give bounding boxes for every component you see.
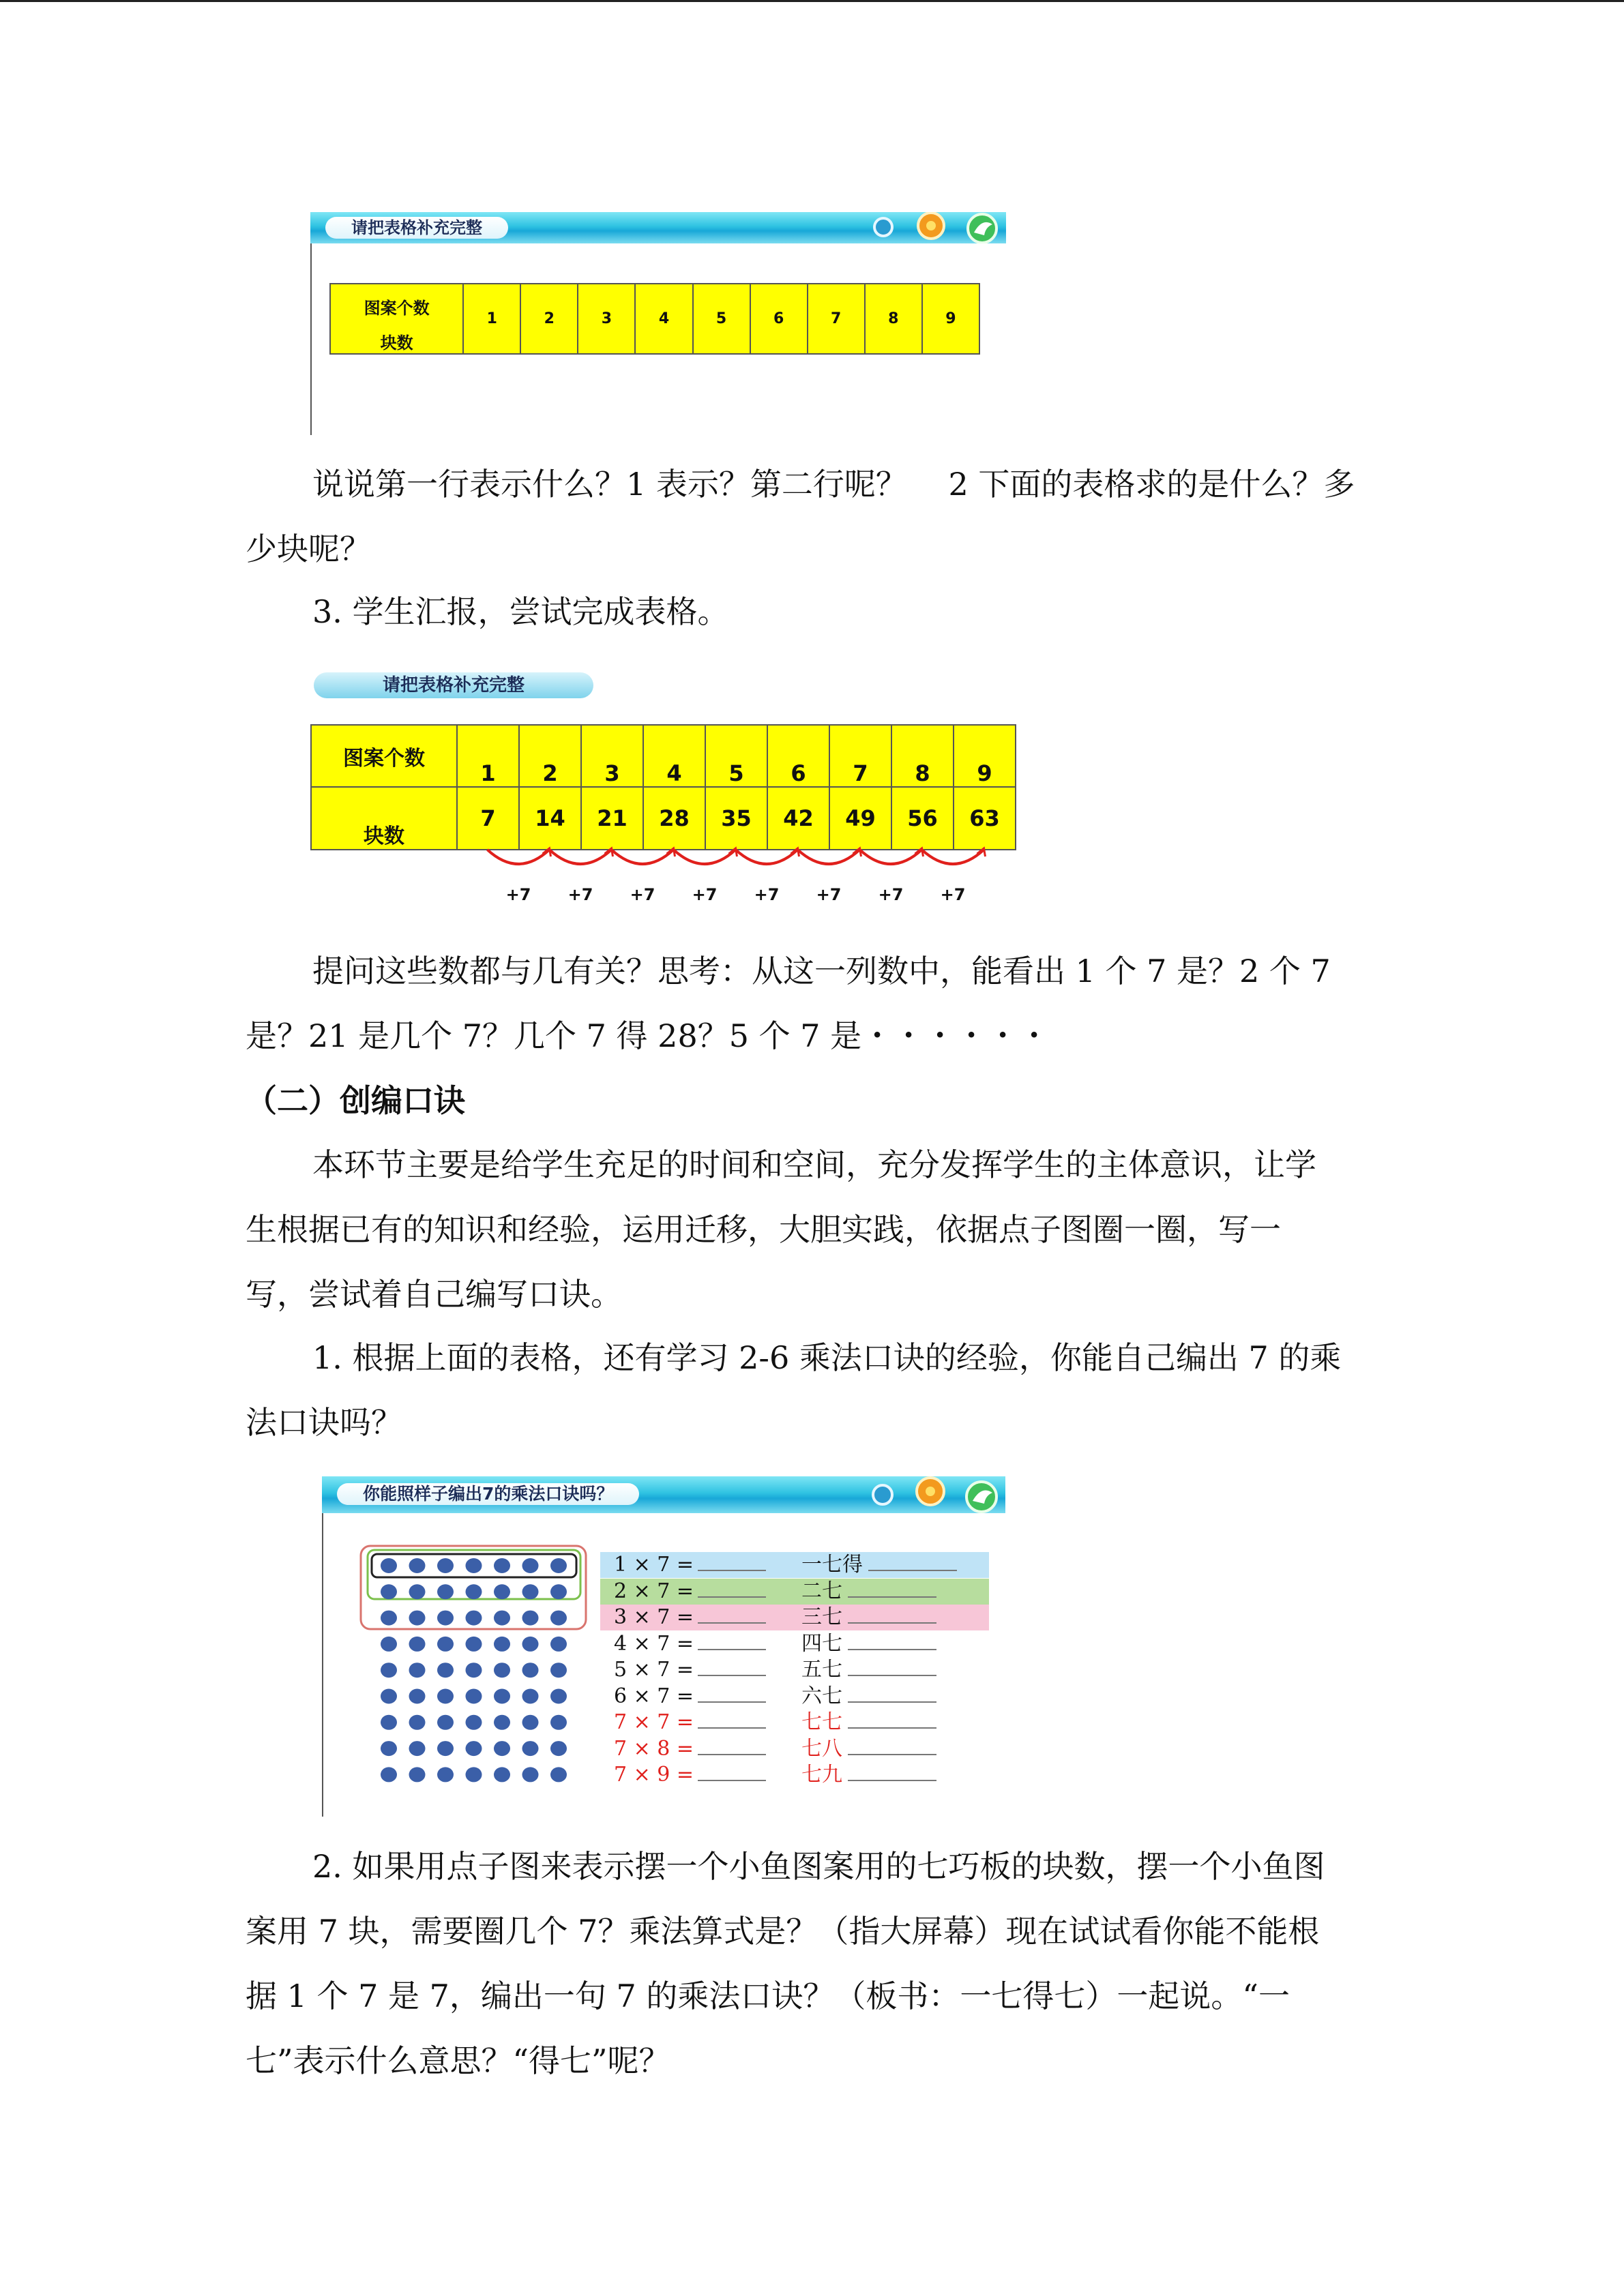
slide2-banner-pill: 请把表格补充完整 xyxy=(314,672,593,698)
chant-formula-text: 2 × 7 = xyxy=(614,1579,694,1603)
dot xyxy=(409,1767,426,1782)
chant-phrase-text: 一七得 xyxy=(801,1553,863,1577)
chant-phrase-text: 三七 xyxy=(801,1605,842,1629)
dot xyxy=(550,1558,567,1573)
dot xyxy=(522,1611,539,1626)
dot xyxy=(494,1611,510,1626)
answer-blank xyxy=(848,1631,936,1650)
chant-row xyxy=(600,1684,989,1710)
slide2-block-cell: 7 xyxy=(457,787,519,850)
dot xyxy=(522,1689,539,1704)
slide2-row1-label: 图案个数 xyxy=(311,725,457,787)
slide1-num-cell: 1 xyxy=(463,284,520,354)
answer-blank xyxy=(848,1710,936,1729)
dot xyxy=(522,1558,539,1573)
dot xyxy=(466,1715,482,1730)
answer-blank xyxy=(698,1710,766,1729)
answer-blank xyxy=(698,1684,766,1703)
dot xyxy=(409,1741,426,1756)
dot xyxy=(381,1715,397,1730)
dot xyxy=(409,1689,426,1704)
slide1-num-cell: 8 xyxy=(865,284,922,354)
answer-blank xyxy=(848,1605,936,1624)
dot xyxy=(381,1689,397,1704)
dot xyxy=(409,1584,426,1599)
dot xyxy=(409,1611,426,1626)
arc-label: +7 xyxy=(505,885,531,904)
chant-formula xyxy=(614,1552,766,1578)
chant-row xyxy=(600,1579,989,1605)
chant-formula xyxy=(614,1684,766,1710)
slide2-block-cell: 42 xyxy=(767,787,829,850)
dot xyxy=(522,1584,539,1599)
answer-blank xyxy=(698,1579,766,1598)
slide2-num-cell: 5 xyxy=(705,725,767,787)
slide1-banner xyxy=(310,212,1006,243)
dot xyxy=(437,1741,454,1756)
paragraph-line: 是？21 是几个 7？几个 7 得 28？5 个 7 是・・・・・・ xyxy=(246,1017,1050,1054)
chant-row xyxy=(600,1736,989,1762)
dot xyxy=(409,1637,426,1652)
slide3-banner-title: 你能照样子编出7的乘法口诀吗？ xyxy=(337,1483,639,1505)
chant-phrase-text: 四七 xyxy=(801,1631,842,1656)
chant-formula xyxy=(614,1605,766,1630)
slide2-num-cell: 1 xyxy=(457,725,519,787)
paragraph-line: 写，尝试着自己编写口诀。 xyxy=(246,1276,622,1313)
answer-blank xyxy=(848,1736,936,1755)
dot xyxy=(437,1584,454,1599)
dot xyxy=(494,1715,510,1730)
dot xyxy=(466,1611,482,1626)
dot xyxy=(550,1767,567,1782)
chant-formula-text: 5 × 7 = xyxy=(614,1658,694,1682)
paragraph-section-intro xyxy=(246,1133,1378,1327)
chant-phrase xyxy=(801,1762,936,1788)
chant-formula-text: 7 × 7 = xyxy=(614,1710,694,1734)
dot xyxy=(381,1767,397,1782)
dot xyxy=(550,1715,567,1730)
slide3-multiplication-table xyxy=(600,1552,989,1791)
slide1-num-cell: 2 xyxy=(520,284,578,354)
dot xyxy=(550,1611,567,1626)
slide2-num-cell: 4 xyxy=(643,725,705,787)
slide1-num-cell: 7 xyxy=(808,284,865,354)
dot xyxy=(437,1715,454,1730)
section-heading: （二）创编口诀 xyxy=(246,1082,465,1119)
answer-blank xyxy=(698,1631,766,1650)
dot xyxy=(494,1584,510,1599)
paragraph-question-sevens xyxy=(246,939,1378,1069)
arc-label: +7 xyxy=(816,885,842,904)
arc-arrow xyxy=(488,850,550,864)
chant-formula-text: 7 × 8 = xyxy=(614,1736,694,1761)
dot xyxy=(381,1663,397,1678)
paragraph-task-2 xyxy=(246,1834,1378,2093)
answer-blank xyxy=(848,1657,936,1676)
dot xyxy=(437,1637,454,1652)
dot xyxy=(550,1637,567,1652)
chant-formula xyxy=(614,1657,766,1683)
paragraph-line: 生根据已有的知识和经验，运用迁移，大胆实践，依据点子图圈一圈，写一 xyxy=(246,1211,1281,1248)
arc-arrow xyxy=(612,850,674,864)
dot xyxy=(437,1558,454,1573)
arc-label: +7 xyxy=(940,885,966,904)
slide2-block-cell: 21 xyxy=(581,787,643,850)
slide1-banner-title: 请把表格补充完整 xyxy=(325,217,508,239)
dot xyxy=(522,1663,539,1678)
slide2-block-cell: 14 xyxy=(519,787,581,850)
slide2-block-cell: 28 xyxy=(643,787,705,850)
arc-label: +7 xyxy=(692,885,718,904)
paragraph-line: 说说第一行表示什么？1 表示？第二行呢？ 2 下面的表格求的是什么？多 xyxy=(312,466,1355,503)
chant-phrase xyxy=(801,1631,936,1657)
paragraph-line: 1. 根据上面的表格，还有学习 2-6 乘法口诀的经验，你能自己编出 7 的乘 xyxy=(312,1339,1342,1376)
dot xyxy=(437,1767,454,1782)
arc-arrow xyxy=(736,850,798,864)
chant-row xyxy=(600,1552,989,1578)
dot xyxy=(494,1637,510,1652)
dot xyxy=(522,1637,539,1652)
chant-formula xyxy=(614,1762,766,1788)
dot xyxy=(522,1767,539,1782)
chant-formula-text: 4 × 7 = xyxy=(614,1631,694,1656)
chant-phrase-text: 七八 xyxy=(801,1736,842,1761)
dot xyxy=(466,1584,482,1599)
paragraph-line: 2. 如果用点子图来表示摆一个小鱼图案用的七巧板的块数，摆一个小鱼图 xyxy=(312,1848,1325,1885)
dot xyxy=(522,1741,539,1756)
paragraph-line: 3. 学生汇报，尝试完成表格。 xyxy=(312,593,729,630)
answer-blank xyxy=(698,1552,766,1571)
chant-phrase-text: 七七 xyxy=(801,1710,842,1734)
slide1-num-cell: 5 xyxy=(693,284,750,354)
chant-row xyxy=(600,1605,989,1630)
arc-arrow xyxy=(860,850,922,864)
chant-formula xyxy=(614,1710,766,1735)
dot xyxy=(550,1584,567,1599)
arc-label: +7 xyxy=(567,885,593,904)
dot xyxy=(381,1741,397,1756)
chant-phrase xyxy=(801,1710,936,1735)
chant-phrase-text: 五七 xyxy=(801,1658,842,1682)
paragraph-line: 案用 7 块，需要圈几个 7？乘法算式是？（指大屏幕）现在试试看你能不能根 xyxy=(246,1913,1320,1950)
dot xyxy=(466,1741,482,1756)
arc-arrow xyxy=(550,850,612,864)
dot xyxy=(466,1663,482,1678)
chant-phrase-text: 六七 xyxy=(801,1684,842,1708)
slide3-left-border xyxy=(322,1513,323,1817)
paragraph-line: 提问这些数都与几有关？思考：从这一列数中，能看出 1 个 7 是？2 个 7 xyxy=(312,953,1331,989)
arc-label: +7 xyxy=(878,885,904,904)
answer-blank xyxy=(698,1762,766,1781)
slide2-block-cell: 35 xyxy=(705,787,767,850)
slide1-row1-label: 图案个数 xyxy=(330,284,463,318)
dot xyxy=(381,1584,397,1599)
paragraph-task-1 xyxy=(246,1326,1378,1455)
chant-row xyxy=(600,1710,989,1735)
dot xyxy=(522,1715,539,1730)
slide2-block-cell: 49 xyxy=(829,787,891,850)
chant-row xyxy=(600,1631,989,1657)
slide2-plus7-arrows xyxy=(310,846,1020,907)
page-top-border xyxy=(0,0,1624,2)
chant-phrase-text: 二七 xyxy=(801,1579,842,1603)
slide2-block-cell: 63 xyxy=(954,787,1016,850)
dot xyxy=(381,1558,397,1573)
dot xyxy=(437,1689,454,1704)
dot xyxy=(437,1611,454,1626)
chant-row xyxy=(600,1657,989,1683)
chant-phrase xyxy=(801,1579,936,1605)
slide2-block-cell: 56 xyxy=(891,787,954,850)
slide3-dot-grid xyxy=(358,1545,590,1797)
dot xyxy=(466,1767,482,1782)
arc-arrow xyxy=(674,850,736,864)
dot xyxy=(550,1689,567,1704)
chant-phrase-text: 七九 xyxy=(801,1763,842,1787)
chant-row xyxy=(600,1762,989,1788)
slide2-num-cell: 7 xyxy=(829,725,891,787)
slide2-num-cell: 3 xyxy=(581,725,643,787)
answer-blank xyxy=(868,1552,957,1571)
arc-arrow xyxy=(798,850,860,864)
slide1-num-cell: 3 xyxy=(578,284,635,354)
chant-formula-text: 6 × 7 = xyxy=(614,1684,694,1708)
chant-phrase xyxy=(801,1684,936,1710)
chant-formula xyxy=(614,1736,766,1762)
slide2-num-cell: 8 xyxy=(891,725,954,787)
dot xyxy=(466,1689,482,1704)
dot xyxy=(550,1741,567,1756)
paragraph-report xyxy=(246,580,1378,644)
answer-blank xyxy=(698,1657,766,1676)
arc-arrow xyxy=(922,850,984,864)
slide1-table xyxy=(329,283,980,355)
dot xyxy=(381,1637,397,1652)
chant-formula xyxy=(614,1631,766,1657)
answer-blank xyxy=(848,1684,936,1703)
paragraph-line: 少块呢？ xyxy=(246,531,371,567)
paragraph-question-rows xyxy=(246,452,1378,582)
answer-blank xyxy=(848,1579,936,1598)
dot xyxy=(409,1663,426,1678)
dot xyxy=(466,1558,482,1573)
dot xyxy=(550,1663,567,1678)
slide1-row2-label: 块数 xyxy=(330,318,463,354)
chant-formula xyxy=(614,1579,766,1605)
slide2-num-cell: 9 xyxy=(954,725,1016,787)
dot xyxy=(437,1663,454,1678)
chant-formula-text: 1 × 7 = xyxy=(614,1553,694,1577)
dot xyxy=(494,1689,510,1704)
slide1-banner-decor-icon xyxy=(829,212,1006,243)
slide1-num-cell: 6 xyxy=(750,284,808,354)
chant-formula-text: 3 × 7 = xyxy=(614,1605,694,1629)
slide3-banner-decor-icon xyxy=(828,1476,1005,1513)
slide1-num-cell: 4 xyxy=(635,284,692,354)
answer-blank xyxy=(848,1762,936,1781)
chant-phrase xyxy=(801,1605,936,1630)
paragraph-line: 七”表示什么意思？“得七”呢？ xyxy=(246,2042,670,2079)
answer-blank xyxy=(698,1605,766,1624)
dot xyxy=(466,1637,482,1652)
slide3-banner xyxy=(322,1476,1005,1513)
slide2-row2-label: 块数 xyxy=(311,787,457,850)
paragraph-line: 法口诀吗？ xyxy=(246,1404,402,1441)
slide2-table xyxy=(310,724,1016,850)
dot xyxy=(494,1741,510,1756)
slide2-num-cell: 2 xyxy=(519,725,581,787)
dot xyxy=(409,1715,426,1730)
dot xyxy=(494,1558,510,1573)
dot xyxy=(409,1558,426,1573)
answer-blank xyxy=(698,1736,766,1755)
arc-label: +7 xyxy=(754,885,780,904)
dot xyxy=(494,1767,510,1782)
slide1-left-border xyxy=(310,243,312,435)
dot xyxy=(381,1611,397,1626)
paragraph-line: 本环节主要是给学生充足的时间和空间，充分发挥学生的主体意识，让学 xyxy=(312,1146,1316,1183)
slide1-num-cell: 9 xyxy=(922,284,979,354)
chant-phrase xyxy=(801,1736,936,1762)
chant-phrase xyxy=(801,1552,957,1578)
arc-label: +7 xyxy=(630,885,655,904)
chant-formula-text: 7 × 9 = xyxy=(614,1763,694,1787)
paragraph-line: 据 1 个 7 是 7，编出一句 7 的乘法口诀？（板书：一七得七）一起说。“一 xyxy=(246,1978,1290,2014)
slide2-num-cell: 6 xyxy=(767,725,829,787)
dot xyxy=(494,1663,510,1678)
chant-phrase xyxy=(801,1657,936,1683)
